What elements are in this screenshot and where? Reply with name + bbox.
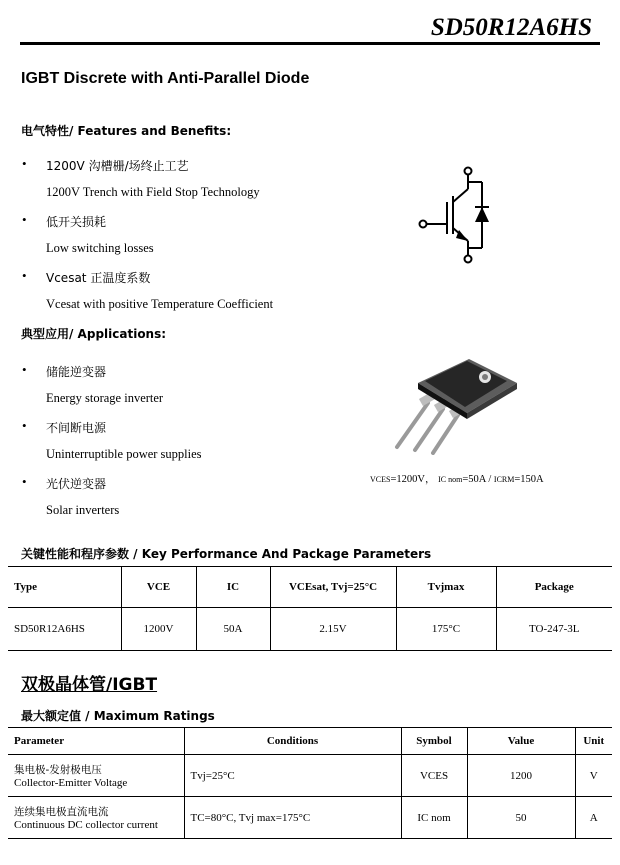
table-cell	[8, 755, 184, 797]
igbt-section-title: 双极晶体管/IGBT	[21, 675, 158, 695]
table-cell: 50	[467, 797, 575, 839]
key-params-table	[8, 566, 612, 651]
igbt-symbol-icon	[410, 162, 500, 268]
key-params-heading: 关键性能和程序参数 / Key Performance And Package Parameters	[21, 547, 432, 561]
param-zh: 连续集电极直流电流	[14, 806, 109, 818]
param-zh: 集电极-发射极电压	[14, 764, 102, 776]
table-row	[8, 797, 612, 839]
table-cell: TO-247-3L	[496, 608, 612, 651]
table-header-cell: Package	[496, 567, 612, 608]
document-title: IGBT Discrete with Anti-Parallel Diode	[21, 70, 310, 87]
table-cell: 2.15V	[270, 608, 396, 651]
table-cell: 1200V	[121, 608, 196, 651]
param-en: Continuous DC collector current	[14, 819, 158, 831]
table-cell: TC=80°C, Tvj max=175°C	[184, 797, 401, 839]
application-item-en: Uninterruptible power supplies	[46, 447, 202, 461]
table-header-cell: VCE	[121, 567, 196, 608]
table-cell: SD50R12A6HS	[8, 608, 121, 651]
table-cell: V	[575, 755, 612, 797]
feature-item-en: Low switching losses	[46, 241, 154, 255]
application-item-en: Solar inverters	[46, 503, 120, 517]
table-cell: 175°C	[396, 608, 496, 651]
table-header-cell: Unit	[575, 728, 612, 755]
feature-item-zh: Vcesat 正温度系数	[46, 271, 151, 285]
bullet-icon: •	[22, 268, 27, 283]
applications-heading: 典型应用/ Applications:	[21, 327, 167, 341]
feature-item-zh: 1200V 沟槽栅/场终止工艺	[46, 159, 189, 173]
table-header-cell: Tvjmax	[396, 567, 496, 608]
table-header-cell: IC	[196, 567, 270, 608]
table-header-cell: Parameter	[8, 728, 184, 755]
features-heading: 电气特性/ Features and Benefits:	[21, 124, 232, 138]
table-cell: 1200	[467, 755, 575, 797]
to247-package-icon	[385, 355, 520, 455]
bullet-icon: •	[22, 418, 27, 433]
table-header-row	[8, 728, 612, 755]
feature-item-en: 1200V Trench with Field Stop Technology	[46, 185, 260, 199]
table-header-cell: VCEsat, Tvj=25°C	[270, 567, 396, 608]
table-header-cell: Type	[8, 567, 121, 608]
table-cell: VCES	[401, 755, 467, 797]
application-item-zh: 储能逆变器	[46, 365, 107, 379]
max-ratings-heading: 最大额定值 / Maximum Ratings	[21, 709, 215, 723]
application-item-en: Energy storage inverter	[46, 391, 164, 405]
table-row	[8, 608, 612, 651]
table-header-cell: Conditions	[184, 728, 401, 755]
table-header-cell: Symbol	[401, 728, 467, 755]
feature-item-en: Vcesat with positive Temperature Coefficient	[46, 297, 274, 311]
application-item-zh: 不间断电源	[46, 421, 107, 435]
package-ratings-label: VCES=1200V， IC nom=50A / ICRM=150A	[370, 474, 544, 485]
table-cell: IC nom	[401, 797, 467, 839]
table-cell: 50A	[196, 608, 270, 651]
table-row	[8, 755, 612, 797]
param-en: Collector-Emitter Voltage	[14, 777, 128, 789]
table-cell	[8, 797, 184, 839]
table-cell: A	[575, 797, 612, 839]
bullet-icon: •	[22, 156, 27, 171]
feature-item-zh: 低开关损耗	[46, 215, 107, 229]
bullet-icon: •	[22, 362, 27, 377]
table-header-row	[8, 567, 612, 608]
table-header-cell: Value	[467, 728, 575, 755]
header-divider	[20, 42, 600, 45]
application-item-zh: 光伏逆变器	[46, 477, 107, 491]
bullet-icon: •	[22, 474, 27, 489]
part-number: SD50R12A6HS	[430, 14, 592, 41]
max-ratings-table	[8, 727, 612, 839]
table-cell: Tvj=25°C	[184, 755, 401, 797]
bullet-icon: •	[22, 212, 27, 227]
